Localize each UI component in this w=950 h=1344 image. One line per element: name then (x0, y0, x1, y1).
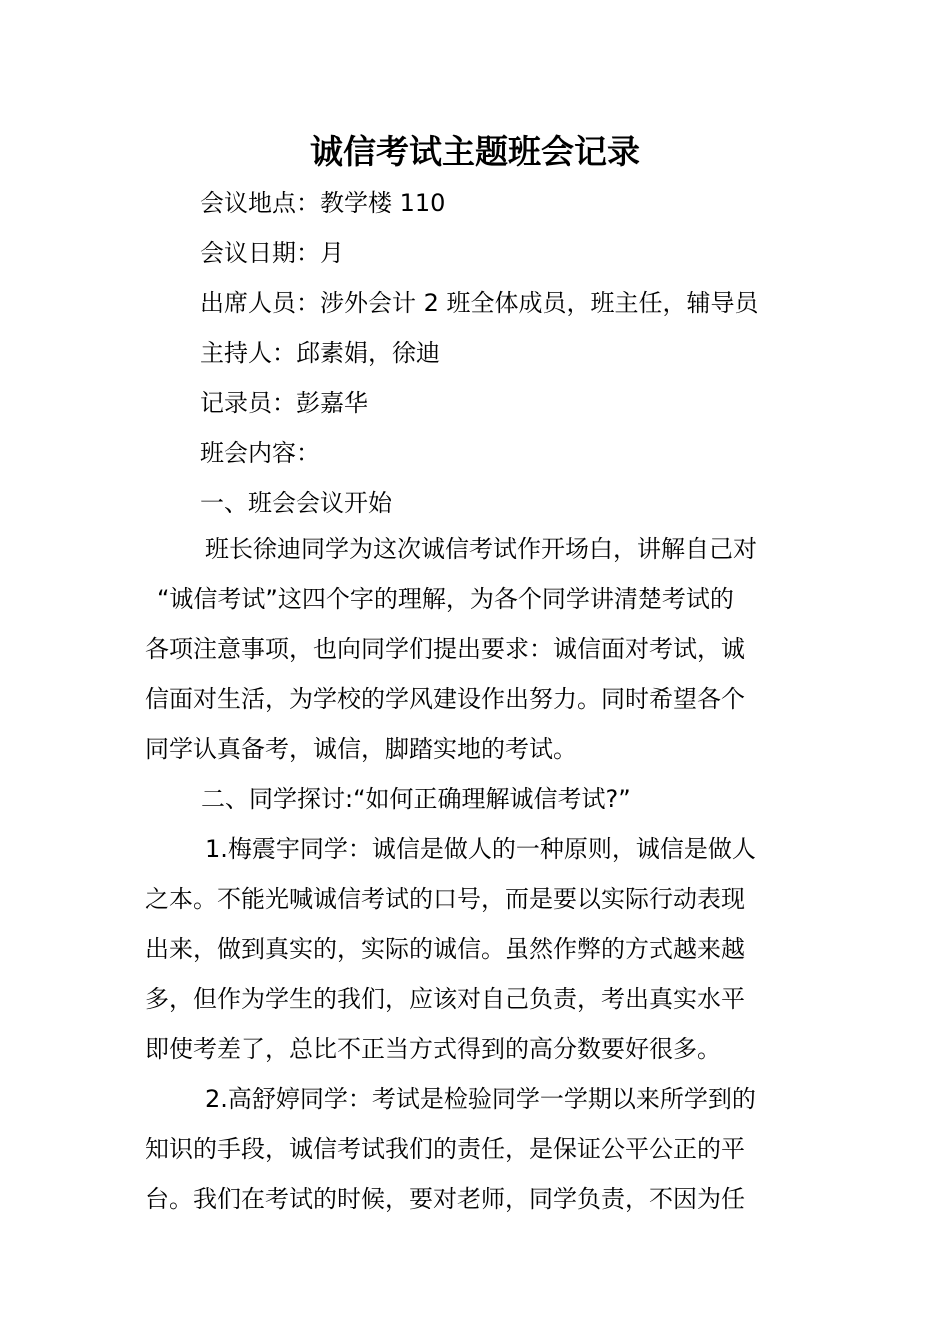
body-line: 2.高舒婷同学：考试是检验同学一学期以来所学到的 (205, 1085, 756, 1113)
meeting-body (145, 524, 810, 1224)
meeting-location: 会议地点：教学楼 110 (200, 189, 446, 217)
body-line: 出来，做到真实的，实际的诚信。虽然作弊的方式越来越 (145, 935, 745, 963)
body-line: “诚信考试”这四个字的理解，为各个同学讲清楚考试的 (157, 585, 734, 613)
attendees: 出席人员：涉外会计 2 班全体成员，班主任，辅导员 (200, 289, 759, 317)
document-title: 诚信考试主题班会记录 (310, 132, 640, 171)
meeting-date: 会议日期：月 (200, 239, 344, 267)
section-one-heading: 一、班会会议开始 (200, 489, 392, 517)
body-line: 1.梅震宇同学：诚信是做人的一种原则，诚信是做人 (205, 835, 756, 863)
body-line: 各项注意事项，也向同学们提出要求：诚信面对考试，诚 (145, 635, 745, 663)
body-line: 同学认真备考，诚信，脚踏实地的考试。 (145, 735, 577, 763)
content-heading: 班会内容： (200, 439, 320, 467)
hosts: 主持人：邱素娟，徐迪 (200, 339, 440, 367)
body-line: 之本。不能光喊诚信考试的口号，而是要以实际行动表现 (145, 885, 745, 913)
body-line: 信面对生活，为学校的学风建设作出努力。同时希望各个 (145, 685, 745, 713)
section-two-heading: 二、同学探讨:“如何正确理解诚信考试?” (201, 785, 631, 813)
body-line: 知识的手段，诚信考试我们的责任，是保证公平公正的平 (145, 1135, 745, 1163)
body-line: 班长徐迪同学为这次诚信考试作开场白，讲解自己对 (205, 535, 757, 563)
recorder: 记录员：彭嘉华 (200, 389, 368, 417)
body-line: 多，但作为学生的我们，应该对自己负责，考出真实水平 (145, 985, 745, 1013)
body-line: 即使考差了，总比不正当方式得到的高分数要好很多。 (145, 1035, 721, 1063)
body-line: 台。我们在考试的时候，要对老师，同学负责，不因为任 (145, 1185, 745, 1213)
meeting-info (200, 178, 820, 528)
